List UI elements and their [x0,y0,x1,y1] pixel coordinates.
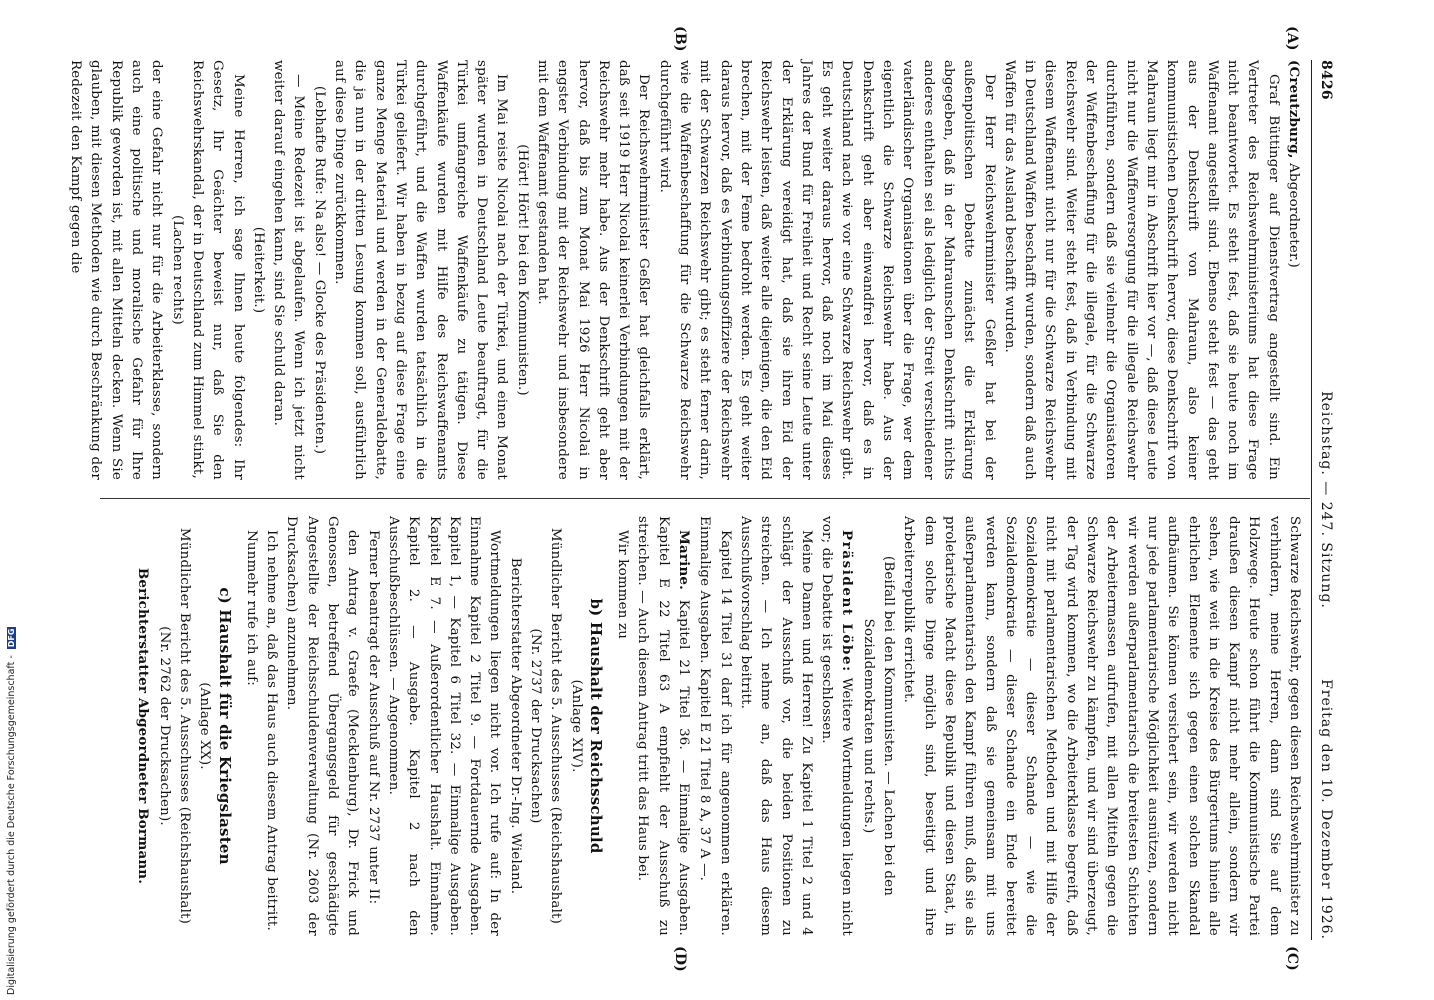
centered-note: (Hört! Hört! bei den Kommunisten.) [514,144,530,396]
rotated-page-content [68,26,1340,972]
page-number: 8426 [1318,60,1334,100]
paragraph: Ferner beantragt der Ausschuß auf Nr. 2737 unter II: [365,530,381,905]
paragraph: Meine Herren, ich sage Ihnen heute folgendes: Ihr Gesetz, Ihr Geächter beweist nur, daß Sie den Reichswehrskandal, der in Deutschland zum Himmel stinkt, [189,60,246,480]
centered-note: Berichterstatter Abgeordneter Bormann. [135,567,152,885]
margin-mark-b: (B) [672,26,688,52]
paragraph: Im Mai reiste Nicolai nach der Türkei, und einen Monat später wurden in Deutschland Leute beauftragt, für die Türkei umfangreiche Waffenkäufe zu tätigen. Diese Waffenkäufe wurden mit Hilfe des Reichswaffenamts durchgeführt, und die Waffen wurden tatsächlich in die Türkei geliefert. Wir haben in bezug auf diese Frage eine ganze Menge Material und werden in der Generaldebatte, die ja nun in der dritten Lesung kommen soll, ausführlich auf diese Dinge zurückkommen. [332,60,510,480]
paragraph: Präsident Löbe: Weitere Wortmeldungen liegen nicht vor; die Debatte ist geschlossen. [819,516,856,936]
centered-note: Berichterstatter Abgeordneter Dr.-Ing. Wieland. [507,557,523,895]
paragraph: Graf Büttinger auf Dienstvertrag angestellt sind. Ein Vertreter des Reichswehrministeriums hat diese Frage nicht beantwortet. Es steht fest, daß sie heute noch im Waffenamt angestellt sind. Ebenso steht fest — das geht aus der Denkschrift von Mahraun, also keiner kommunistischen Denkschrift hervor, diese Denkschrift von Mahraun liegt mir in Abschrift hier vor —, daß diese Leute nicht nur die Waffenversorgung für die illegale Reichswehr durchführen, sondern daß sie vielmehr die Organisatoren der Waffenbeschaffung für die illegale, für die Schwarze Reichswehr sind. Weiter steht fest, daß in Verbindung mit diesem Waffenamt nicht nur für die Schwarze Reichswehr in Deutschland Waffen beschafft wurden, sondern daß auch Waffen für das Ausland beschafft wurden. [1001,60,1281,480]
running-title: Reichstag. — 247. Sitzung. [1318,391,1334,609]
centered-note: (Anlage XIV). [568,679,584,773]
section-heading: c) Haushalt für die Kriegslasten [215,587,234,865]
section-heading: b) Haushalt der Reichsschuld [586,598,605,854]
paragraph: Schwarze Reichswehr, gegen diesen Reichswehrminister zu verhindern, meine Herren, dann sind Sie auf dem Holzwege. Heute schon führt die Kommunistische Partei draußen diesen Kampf nicht mehr allein, sondern wir sehen, wie weit in die Kreise des Bürgertums hinein alle ehrlichen Elemente sich gegen einen solchen Skandal aufbäumen. Sie können versichert sein, wir werden nicht nur jede parlamentarische Möglichkeit ausnützen, sondern wir werden außerparlamentarisch die breitesten Schichten der Arbeitermassen aufrufen, mit allen Mitteln gegen die Schwarze Reichswehr zu kämpfen, und wir sind überzeugt, der Tag wird kommen, wo die Arbeiterklasse begreift, daß nicht mit parlamentarischen Methoden und mit Hilfe der Sozialdemokratie — dieser Schande — wie die Sozialdemokratie — dieser Schande ein Ende bereitet werden kann, sondern daß sie gemeinsam mit uns außerparlamentarisch den Kampf führen muß, daß sie als proletarische Macht diese Republik und diesen Staat, in dem solche Dinge möglich sind, beseitigt und ihre Arbeiterrepublik errichtet. [901,516,1302,936]
paragraph: Wir kommen zu [615,530,631,640]
left-column [65,60,1304,480]
paragraph: Nunmehr rufe ich auf: [243,530,259,686]
right-column [132,516,1304,936]
centered-note: (Heiterkeit.) [250,226,266,314]
centered-note: (Anlage XX). [197,682,213,770]
paragraph: Wortmeldungen liegen nicht vor. Ich rufe auf: In der Einnahme Kapitel 2 Titel 9. — Fortdauernde Ausgaben. Kapitel 1, — Kapitel 6 Titel 32. — Einmalige Ausgaben. Kapitel E 7. — Außerordentlicher Haushalt. Einnahme. Kapitel 2. — Ausgabe. Kapitel 2 nach den Ausschußbeschlüssen. — Angenommen. [385,516,503,936]
paragraph: Meine Damen und Herren! Zu Kapitel 1 Titel 2 und 4 schlägt der Ausschuß vor, die beiden Positionen zu streichen. — Ich nehme an, daß das Haus diesem Ausschußvorschlag beitritt. [737,516,814,936]
centered-note: (Lebhafte Rufe: Na also! — Glocke des Präsidenten.) [311,85,327,455]
paragraph: Der Herr Reichswehrminister Geßler hat bei der außenpolitischen Debatte zunächst die Erklärung abgegeben, daß in der Mahraunschen Denkschrift nichts anderes enthalten sei als lediglich der Streit verschiedener vaterländischer Organisationen über die Frage, wer dem eigentlich die Schwarze Reichswehr habe. Aus der Denkschrift geht aber einwandfrei hervor, daß es in Deutschland nach wie vor eine Schwarze Reichswehr gibt. Es geht weiter daraus hervor, daß noch im Mai dieses Jahres der Bund für Freiheit und Recht seine Leute unter der Erklärung vereidigt hat, daß sie ihren Eid der Reichswehr leisten, daß weiter alle diejenigen, die den Eid brechen, mit der Feme bedroht werden. Es geht weiter daraus hervor, daß es Verbindungsoffiziere der Reichswehr mit der Schwarzen Reichswehr gibt; es steht ferner darin, wie die Waffenbeschaffung für die Schwarze Reichswehr durchgeführt wird. [656,60,997,480]
paragraph: — Meine Redezeit ist abgelaufen. Wenn ich jetzt nicht weiter darauf eingehen kann, sind Sie schuld daran. [271,60,307,480]
margin-mark-a: (A) [1284,26,1300,51]
dfg-logo: DFG [7,628,16,648]
paragraph: Der Reichswehrminister Geßler hat gleichfalls erklärt, daß seit 1919 Herr Nicolai keinerlei Verbindungen mit der Reichswehr mehr habe. Aus der Denkschrift geht aber hervor, daß bis zum Monat Mai 1926 Herr Nicolai in engster Verbindung mit der Reichswehr und insbesondere mit dem Waffenamt gestanden hat. [535,60,652,480]
header-date: Freitag den 10. Dezember 1926. [1318,679,1334,940]
margin-mark-d: (D) [672,946,688,972]
paragraph: der eine Gefahr nicht nur für die Arbeiterklasse, sondern auch eine politische und moralische Gefahr für Ihre Republik geworden ist, mit allen Mitteln decken. Wenn Sie glauben, mit diesen Methoden wie durch Beschränkung der Redezeit den Kampf gegen die [68,60,165,480]
paragraph: Marine. Kapitel 21 Titel 36. — Einmalige Ausgaben. Kapitel E 22 Titel 63 A empfiehlt der Ausschuß zu streichen. — Auch diesem Antrag tritt das Haus bei. [635,516,693,936]
centered-note: Mündlicher Bericht des 5. Ausschusses (Reichshaushalt) (Nr. 2762 der Drucksachen). [156,527,192,925]
column-divider [100,498,1310,499]
paragraph: den Antrag v. Graefe (Mecklenburg), Dr. Frick und Genossen, betreffend Übergangsgeld für geschädigte Angestellte der Reichsschuldenverwaltung (Nr. 2603 der Drucksachen) anzunehmen. [284,516,361,936]
digitization-credit [6,627,17,995]
credit-text: Digitalisierung gefördert durch die Deutsche Forschungsgemeinschaft - [6,655,17,995]
paragraph: (Creutzburg, Abgeordneter.) [1286,60,1302,268]
centered-note: Mündlicher Bericht des 5. Ausschusses (Reichshaushalt) (Nr. 2737 der Drucksachen) [528,527,564,925]
centered-note: (Beifall bei den Kommunisten. — Lachen bei den Sozialdemokraten und rechts.) [860,555,897,897]
paragraph: Kapitel 14 Titel 31 darf ich für angenommen erklären. Einmalige Ausgaben. Kapitel E 21 Titel 8 A, 37 A —. [697,516,733,936]
page-header [1311,60,1340,940]
paragraph: Ich nehme an, daß das Haus auch diesem Antrag beitritt. [264,530,280,931]
margin-mark-c: (C) [1284,946,1300,971]
centered-note: (Lachen rechts) [169,215,185,325]
